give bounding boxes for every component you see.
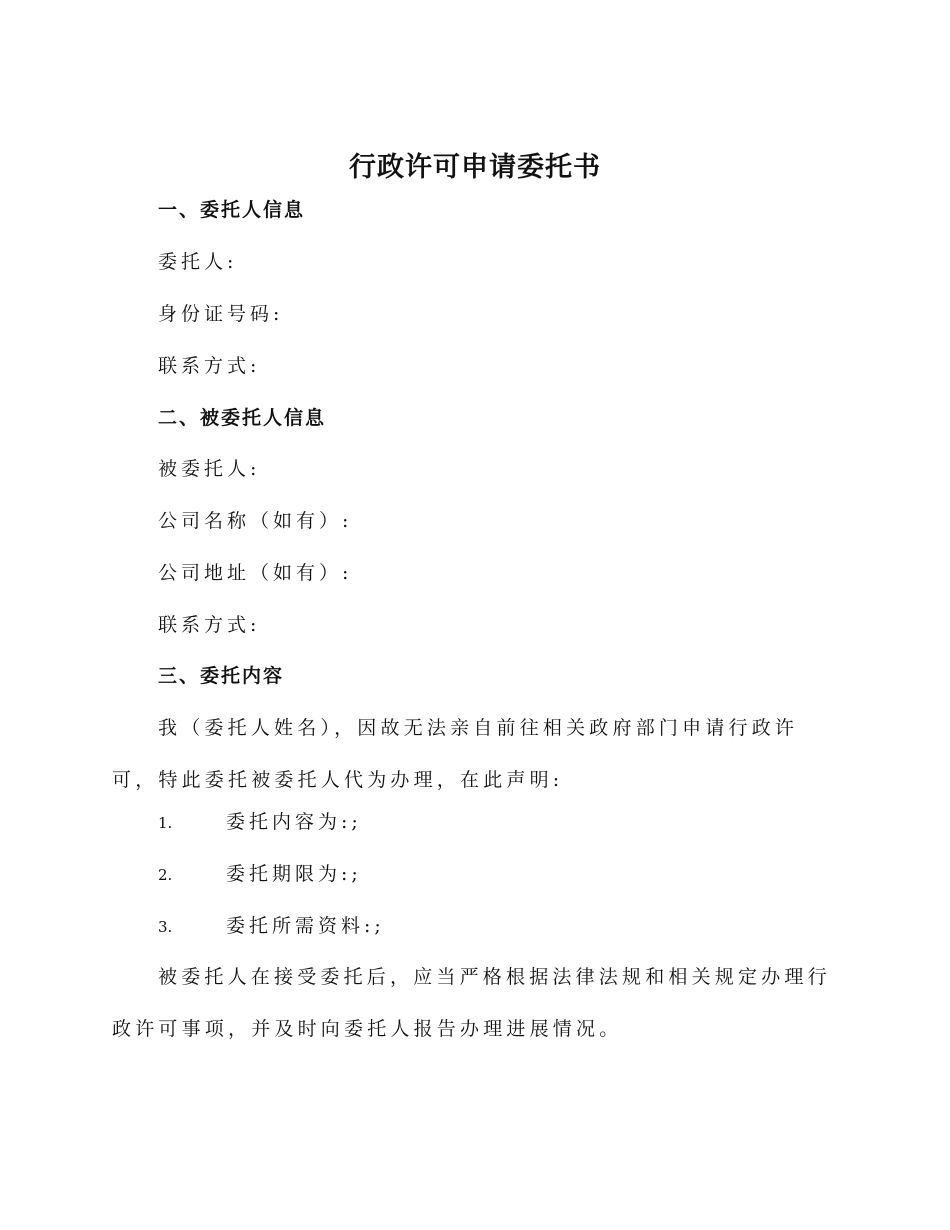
list-item-number: 2. [158, 866, 173, 884]
closing-paragraph: 被委托人在接受委托后，应当严格根据法律法规和相关规定办理行政许可事项，并及时向委托人报告办理进展情况。 [112, 966, 831, 1040]
list-item-text: 委托所需资料:; [226, 915, 385, 937]
field-principal-id-number: 身份证号码: [158, 303, 284, 325]
field-company-address: 公司地址（如有）: [158, 562, 353, 584]
list-item-number: 3. [158, 918, 173, 936]
list-item-text: 委托内容为:; [226, 811, 362, 833]
list-item [158, 912, 385, 941]
field-principal-name: 委托人: [158, 251, 238, 273]
list-item-text: 委托期限为:; [226, 863, 362, 885]
intro-paragraph: 我（委托人姓名），因故无法亲自前往相关政府部门申请行政许可，特此委托被委托人代为办理，在此声明: [112, 717, 799, 791]
section-heading-principal: 一、委托人信息 [158, 199, 306, 221]
field-agent-contact: 联系方式: [158, 614, 261, 636]
document-title: 行政许可申请委托书 [349, 152, 601, 183]
field-company-name: 公司名称（如有）: [158, 510, 353, 532]
list-item-number: 1. [158, 814, 173, 832]
section-heading-content: 三、委托内容 [158, 665, 285, 687]
list-item [158, 860, 362, 889]
field-principal-contact: 联系方式: [158, 355, 261, 377]
list-item [158, 808, 362, 837]
field-agent-name: 被委托人: [158, 458, 261, 480]
section-heading-agent: 二、被委托人信息 [158, 407, 327, 429]
